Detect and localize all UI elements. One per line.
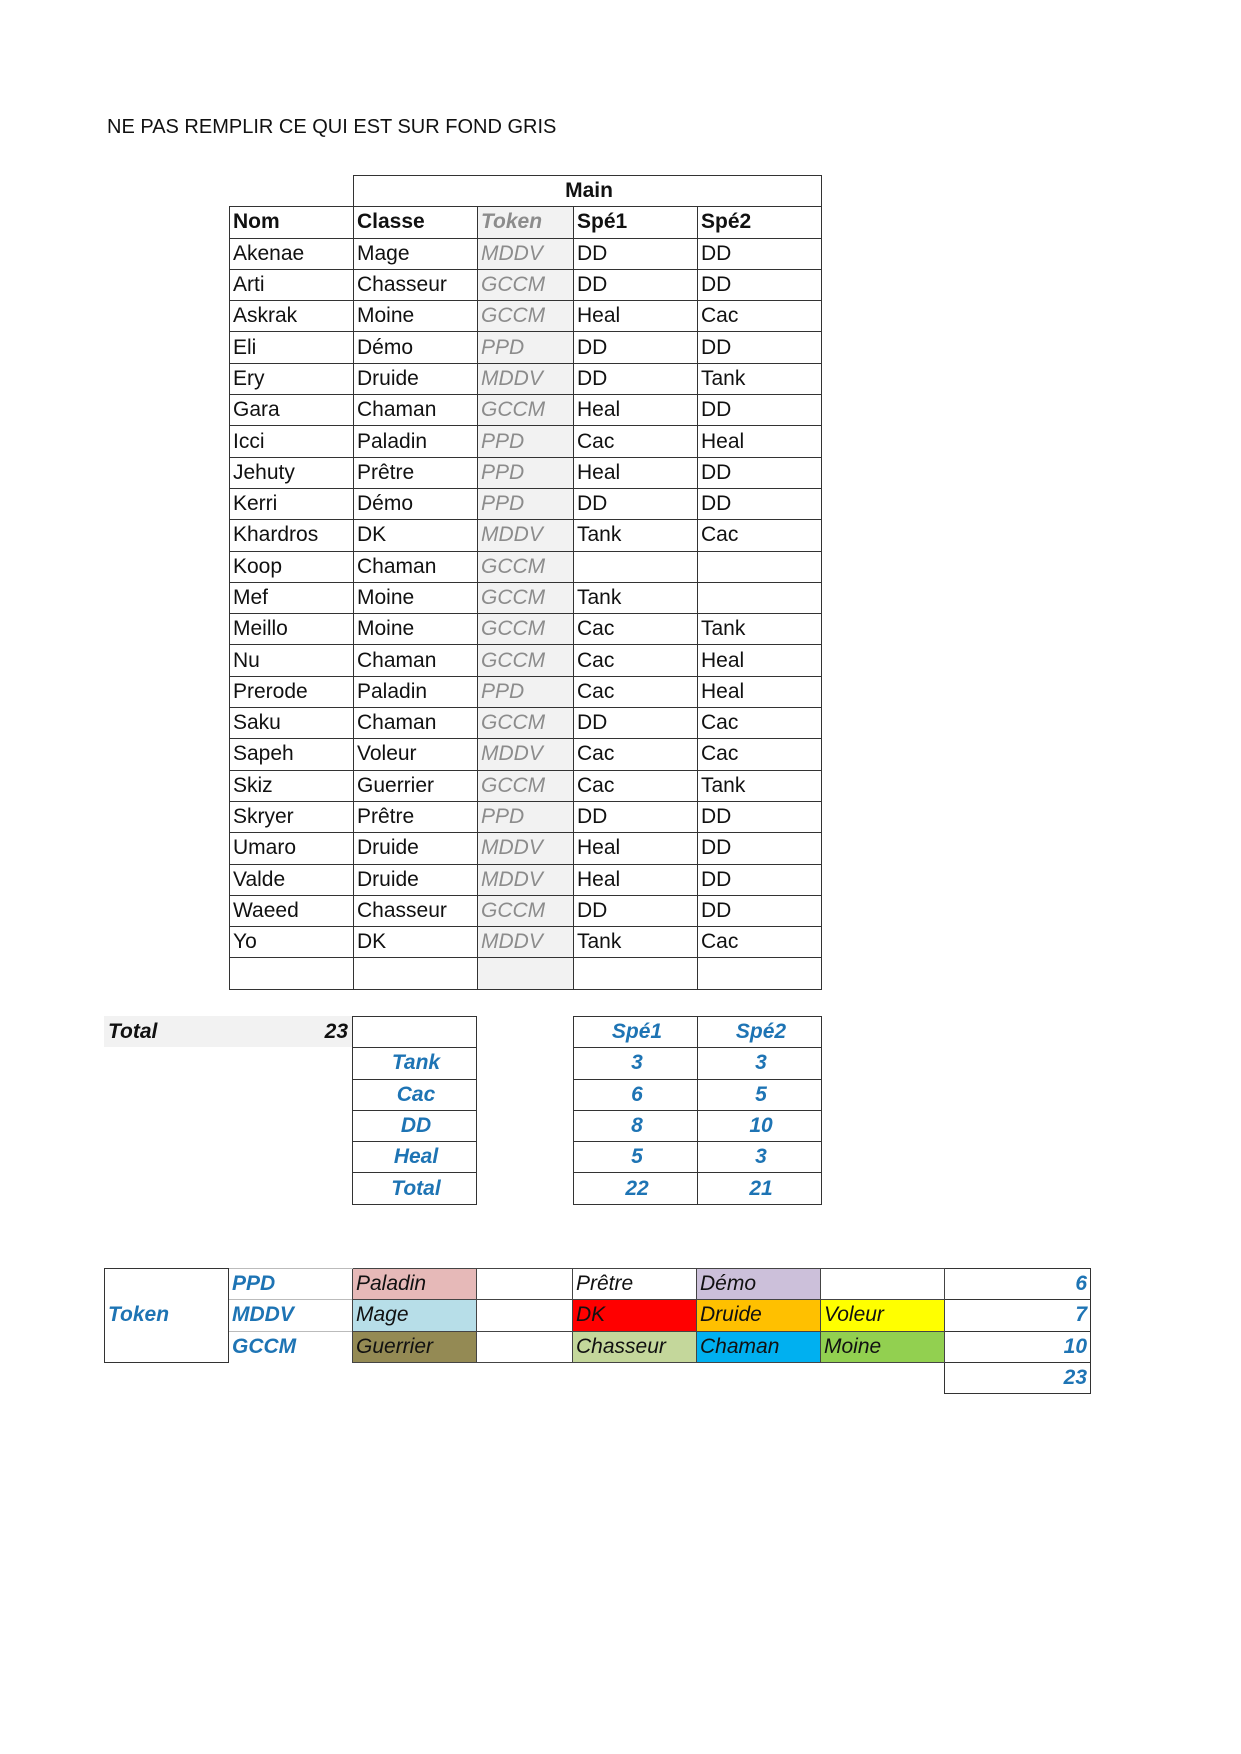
cell-classe[interactable] [354,958,478,989]
token-class-cell [477,1269,573,1300]
cell-nom[interactable]: Eli [230,332,354,363]
cell-token[interactable]: MDDV [478,520,574,551]
cell-token[interactable]: GCCM [478,614,574,645]
cell-spe2[interactable]: Tank [698,363,822,394]
cell-spe1[interactable]: DD [574,363,698,394]
cell-token[interactable]: GCCM [478,645,574,676]
cell-nom[interactable]: Nu [230,645,354,676]
cell-classe[interactable]: Mage [354,238,478,269]
token-count: 6 [945,1269,1091,1300]
token-label: Token [105,1269,229,1363]
instruction-note: NE PAS REMPLIR CE QUI EST SUR FOND GRIS [107,116,557,138]
cell-classe[interactable]: Chaman [354,645,478,676]
token-class-cell [477,1300,573,1331]
table-row [230,363,822,394]
cell-spe1[interactable] [574,958,698,989]
cell-classe[interactable]: Guerrier [354,770,478,801]
cell-token[interactable]: GCCM [478,395,574,426]
cell-classe[interactable]: Prêtre [354,801,478,832]
cell-token[interactable]: PPD [478,426,574,457]
cell-classe[interactable]: Démo [354,488,478,519]
token-class-cell: Guerrier [353,1331,477,1362]
cell-spe1[interactable]: Heal [574,833,698,864]
cell-classe[interactable]: DK [354,520,478,551]
cell-spe1[interactable]: Tank [574,520,698,551]
cell-nom[interactable]: Ery [230,363,354,394]
cell-classe[interactable]: Druide [354,833,478,864]
role-label-blank [353,1017,477,1048]
cell-spe1[interactable]: DD [574,895,698,926]
table-row [230,708,822,739]
cell-spe1[interactable]: DD [574,488,698,519]
cell-spe2[interactable]: Cac [698,927,822,958]
cell-nom[interactable]: Umaro [230,833,354,864]
count-spe1: 5 [574,1142,698,1173]
cell-spe2[interactable] [698,582,822,613]
cell-classe[interactable]: Chaman [354,708,478,739]
table-row [230,864,822,895]
token-name: GCCM [229,1331,353,1362]
cell-classe[interactable]: Voleur [354,739,478,770]
cell-nom[interactable]: Yo [230,927,354,958]
count-spe1: 3 [574,1048,698,1079]
cell-token[interactable]: PPD [478,801,574,832]
token-class-cell: DK [573,1300,697,1331]
cell-spe1[interactable]: Heal [574,864,698,895]
cell-spe1[interactable]: Cac [574,614,698,645]
table-row [230,801,822,832]
column-header-spe1: Spé1 [574,207,698,238]
table-row [230,238,822,269]
cell-nom[interactable]: Sapeh [230,739,354,770]
cell-classe[interactable]: Chaman [354,395,478,426]
cell-nom[interactable]: Waeed [230,895,354,926]
cell-spe2[interactable]: DD [698,488,822,519]
cell-nom[interactable]: Akenae [230,238,354,269]
cell-nom[interactable]: Arti [230,269,354,300]
count-spe2: 3 [698,1048,822,1079]
cell-nom[interactable]: Mef [230,582,354,613]
role-label: Cac [353,1079,477,1110]
table-row [230,895,822,926]
token-row [105,1331,1091,1362]
cell-token[interactable]: MDDV [478,833,574,864]
cell-classe[interactable]: Prêtre [354,457,478,488]
cell-classe[interactable]: Chasseur [354,895,478,926]
cell-token[interactable]: MDDV [478,238,574,269]
cell-token[interactable]: GCCM [478,582,574,613]
table-row [230,614,822,645]
cell-spe1[interactable]: DD [574,332,698,363]
cell-spe2[interactable]: Cac [698,301,822,332]
cell-spe1[interactable]: Cac [574,645,698,676]
cell-spe2[interactable]: DD [698,395,822,426]
roster-table [229,175,822,990]
cell-nom[interactable]: Gara [230,395,354,426]
cell-spe1[interactable]: DD [574,801,698,832]
cell-nom[interactable] [230,958,354,989]
cell-nom[interactable]: Khardros [230,520,354,551]
cell-nom[interactable]: Jehuty [230,457,354,488]
count-spe2: 10 [698,1110,822,1141]
cell-token[interactable]: MDDV [478,363,574,394]
cell-spe1[interactable] [574,551,698,582]
cell-spe1[interactable]: Heal [574,457,698,488]
total-label: Total [108,1020,158,1043]
table-row [230,332,822,363]
count-spe2: 5 [698,1079,822,1110]
table-row [230,395,822,426]
token-legend-table [104,1268,1091,1394]
role-label: Total [353,1173,477,1204]
cell-spe2[interactable]: DD [698,269,822,300]
cell-spe2[interactable]: DD [698,833,822,864]
token-class-cell: Chasseur [573,1331,697,1362]
table-row [230,457,822,488]
role-count-table [573,1016,822,1205]
cell-spe2[interactable]: Tank [698,614,822,645]
cell-token[interactable]: GCCM [478,269,574,300]
cell-spe2[interactable] [698,958,822,989]
cell-spe2[interactable]: DD [698,457,822,488]
token-class-cell: Mage [353,1300,477,1331]
cell-classe[interactable]: Paladin [354,676,478,707]
cell-spe1[interactable]: Tank [574,582,698,613]
token-class-cell: Voleur [821,1300,945,1331]
cell-spe2[interactable]: Tank [698,770,822,801]
table-row [230,739,822,770]
token-class-cell [477,1331,573,1362]
cell-spe2[interactable]: Cac [698,739,822,770]
token-class-cell [821,1269,945,1300]
token-class-cell: Démo [697,1269,821,1300]
cell-token[interactable]: PPD [478,457,574,488]
token-class-cell: Moine [821,1331,945,1362]
cell-token[interactable]: MDDV [478,927,574,958]
cell-spe2[interactable]: Cac [698,520,822,551]
main-header: Main [354,176,822,207]
table-row [230,770,822,801]
cell-spe2[interactable]: DD [698,895,822,926]
cell-spe1[interactable]: Cac [574,739,698,770]
role-label: Tank [353,1048,477,1079]
role-label-table [352,1016,477,1205]
token-grand-total: 23 [945,1362,1091,1393]
cell-spe1[interactable]: Cac [574,426,698,457]
cell-spe1[interactable]: Tank [574,927,698,958]
cell-classe[interactable]: Druide [354,363,478,394]
count-header-spe2: Spé2 [698,1017,822,1048]
cell-classe[interactable]: Démo [354,332,478,363]
cell-classe[interactable]: Moine [354,301,478,332]
cell-spe2[interactable]: DD [698,801,822,832]
table-row [230,833,822,864]
cell-spe1[interactable]: Heal [574,395,698,426]
table-row [230,488,822,519]
cell-token[interactable]: GCCM [478,770,574,801]
cell-spe2[interactable]: Heal [698,676,822,707]
cell-spe1[interactable]: Cac [574,676,698,707]
cell-token[interactable] [478,958,574,989]
count-header-spe1: Spé1 [574,1017,698,1048]
table-row [230,676,822,707]
column-header-spe2: Spé2 [698,207,822,238]
cell-spe2[interactable]: DD [698,238,822,269]
cell-spe1[interactable]: Cac [574,770,698,801]
token-row [105,1269,1091,1300]
table-row [230,269,822,300]
cell-token[interactable]: MDDV [478,739,574,770]
token-class-cell: Druide [697,1300,821,1331]
token-class-cell: Paladin [353,1269,477,1300]
token-row [105,1300,1091,1331]
count-spe1: 8 [574,1110,698,1141]
token-class-cell: Prêtre [573,1269,697,1300]
table-row [230,645,822,676]
table-row [230,551,822,582]
total-players [104,1016,352,1047]
role-label: Heal [353,1142,477,1173]
cell-spe2[interactable]: DD [698,332,822,363]
cell-token[interactable]: MDDV [478,864,574,895]
cell-spe1[interactable]: DD [574,269,698,300]
cell-classe[interactable]: Moine [354,582,478,613]
cell-token[interactable]: GCCM [478,708,574,739]
cell-classe[interactable]: Paladin [354,426,478,457]
cell-spe2[interactable]: Cac [698,708,822,739]
cell-spe2[interactable] [698,551,822,582]
table-row [230,426,822,457]
cell-classe[interactable]: Moine [354,614,478,645]
cell-nom[interactable]: Skryer [230,801,354,832]
cell-nom[interactable]: Saku [230,708,354,739]
column-header-row [230,207,822,238]
column-header-token: Token [478,207,574,238]
count-spe2: 3 [698,1142,822,1173]
table-row [230,520,822,551]
cell-spe1[interactable]: Heal [574,301,698,332]
token-class-cell: Chaman [697,1331,821,1362]
table-row [230,958,822,989]
cell-nom[interactable]: Askrak [230,301,354,332]
cell-classe[interactable]: Chasseur [354,269,478,300]
cell-nom[interactable]: Icci [230,426,354,457]
table-row [230,927,822,958]
table-row [230,582,822,613]
cell-token[interactable]: PPD [478,676,574,707]
cell-token[interactable]: PPD [478,332,574,363]
count-spe1: 22 [574,1173,698,1204]
cell-nom[interactable]: Prerode [230,676,354,707]
column-header-nom: Nom [230,207,354,238]
total-value: 23 [324,1020,348,1043]
token-name: MDDV [229,1300,353,1331]
token-count: 10 [945,1331,1091,1362]
cell-nom[interactable]: Meillo [230,614,354,645]
cell-classe[interactable]: Druide [354,864,478,895]
cell-spe2[interactable]: Heal [698,645,822,676]
cell-token[interactable]: GCCM [478,895,574,926]
count-spe2: 21 [698,1173,822,1204]
main-header-row [230,176,822,207]
cell-spe2[interactable]: Heal [698,426,822,457]
cell-token[interactable]: GCCM [478,551,574,582]
cell-token[interactable]: PPD [478,488,574,519]
cell-classe[interactable]: DK [354,927,478,958]
cell-token[interactable]: GCCM [478,301,574,332]
cell-spe1[interactable]: DD [574,708,698,739]
cell-spe1[interactable]: DD [574,238,698,269]
table-row [230,301,822,332]
role-label: DD [353,1110,477,1141]
cell-nom[interactable]: Koop [230,551,354,582]
cell-spe2[interactable]: DD [698,864,822,895]
count-spe1: 6 [574,1079,698,1110]
cell-nom[interactable]: Skiz [230,770,354,801]
cell-nom[interactable]: Kerri [230,488,354,519]
column-header-classe: Classe [354,207,478,238]
token-total-row [105,1362,1091,1393]
cell-classe[interactable]: Chaman [354,551,478,582]
token-count: 7 [945,1300,1091,1331]
token-name: PPD [229,1269,353,1300]
cell-nom[interactable]: Valde [230,864,354,895]
